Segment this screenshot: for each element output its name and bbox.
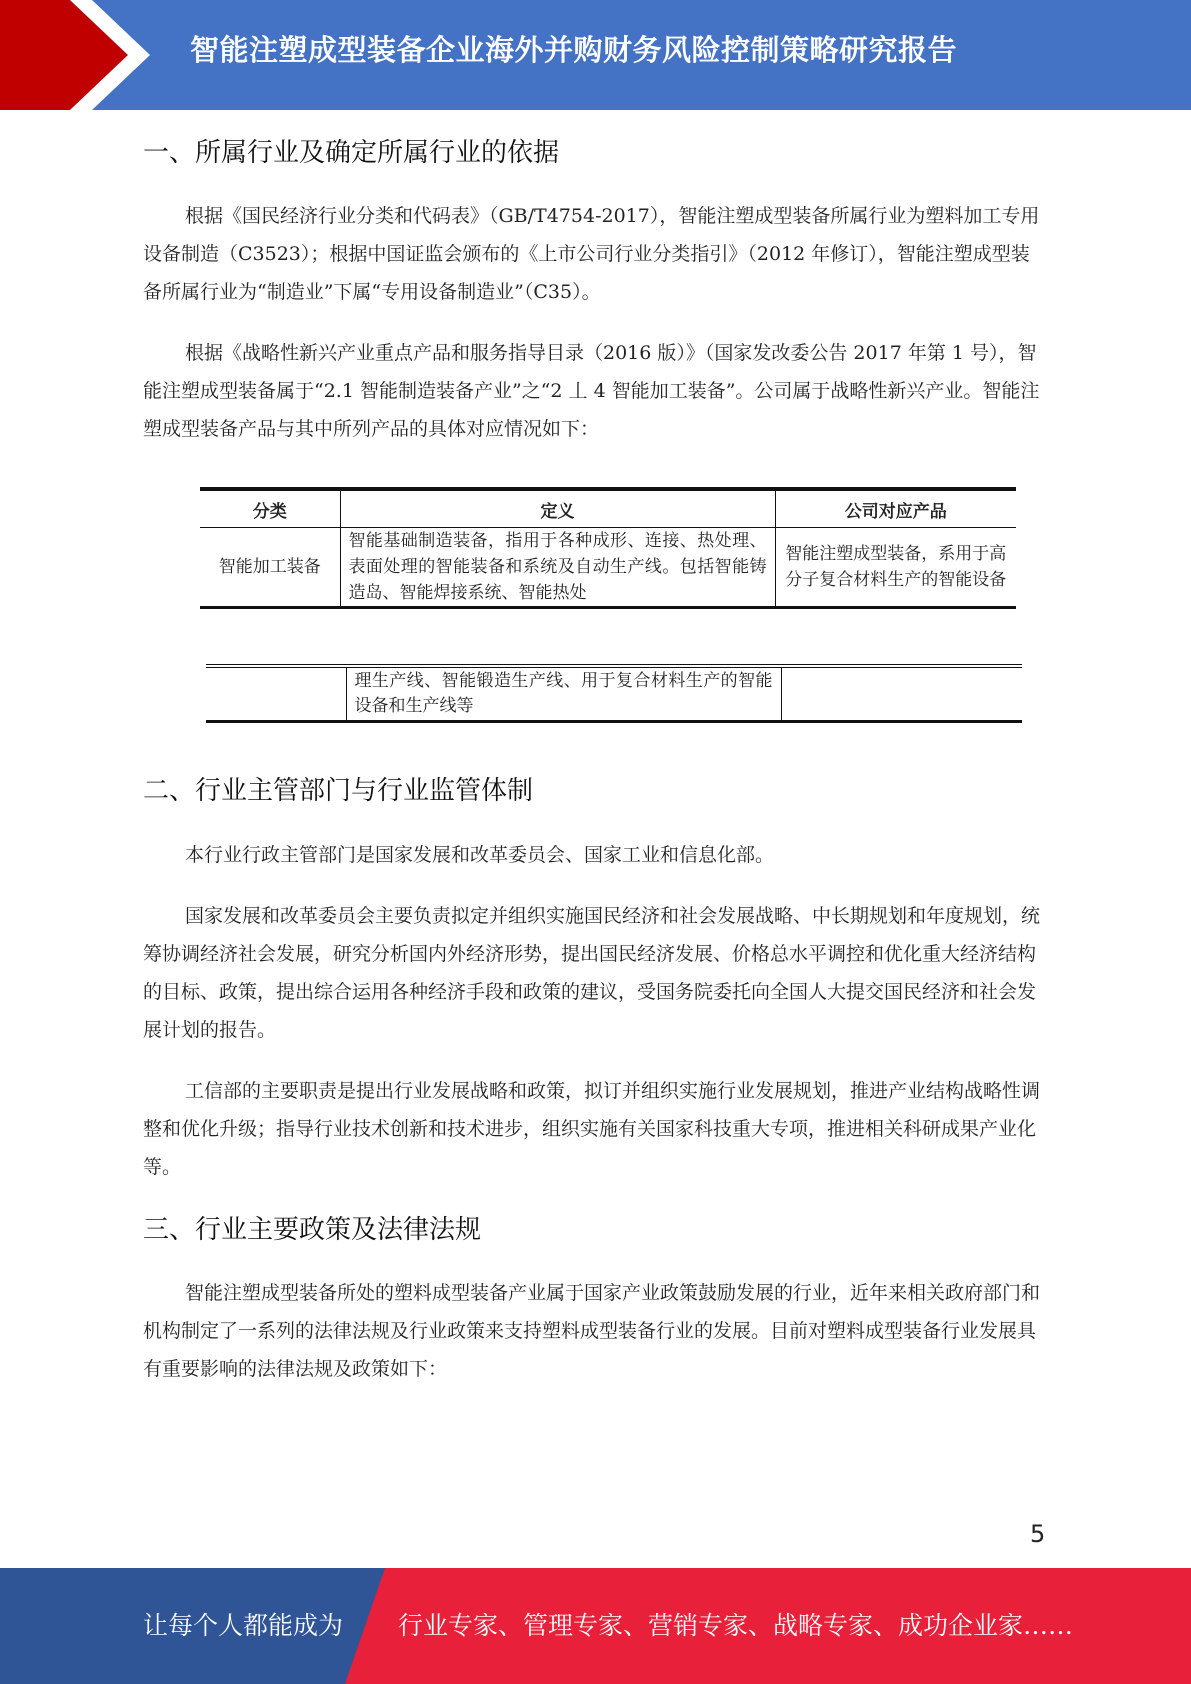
footer-slogan-right: 行业专家、管理专家、营销专家、战略专家、成功企业家…… (398, 1611, 1074, 1640)
footer-slogan-left: 让每个人都能成为 (143, 1611, 344, 1640)
table-row (206, 666, 1022, 722)
paragraph: 智能注塑成型装备所处的塑料成型装备产业属于国家产业政策鼓励发展的行业，近年来相关政府部门和机构制定了一系列的法律法规及行业政策来支持塑料成型装备行业的发展。目前对塑料成型装备行业发展具有重要影响的法律法规及政策如下： (143, 1282, 1041, 1380)
report-title: 智能注塑成型装备企业海外并购财务风险控制策略研究报告 (190, 33, 958, 67)
section-heading-regulation: 二、行业主管部门与行业监管体制 (143, 776, 534, 806)
table-cell-definition: 理生产线、智能锻造生产线、用于复合材料生产的智能设备和生产线等 (346, 666, 781, 722)
table-cell-product: 智能注塑成型装备，系用于高分子复合材料生产的智能设备 (775, 528, 1016, 608)
section-heading-industry: 一、所属行业及确定所属行业的依据 (143, 138, 560, 168)
paragraph: 根据《国民经济行业分类和代码表》（GB/T4754-2017），智能注塑成型装备所属行业为塑料加工专用设备制造（C3523）；根据中国证监会颁布的《上市公司行业分类指引》（2012 年修订），智能注塑成型装备所属行业为“制造业”下属“专用设备制造业”（C35）。 (143, 205, 1040, 303)
header-banner (0, 0, 1191, 110)
table-header-product: 公司对应产品 (775, 489, 1016, 528)
footer-banner (0, 1568, 1191, 1684)
paragraph: 国家发展和改革委员会主要负责拟定并组织实施国民经济和社会发展战略、中长期规划和年度规划，统筹协调经济社会发展，研究分析国内外经济形势，提出国民经济发展、价格总水平调控和优化重大经济结构的目标、政策，提出综合运用各种经济手段和政策的建议，受国务院委托向全国人大提交国民经济和社会发展计划的报告。 (143, 905, 1041, 1041)
paragraph: 根据《战略性新兴产业重点产品和服务指导目录（2016 版）》（国家发改委公告 2017 年第 1 号），智能注塑成型装备属于“2.1 智能制造装备产业”之“2 丄 4 智能加工装备”。公司属于战略性新兴产业。智能注塑成型装备产品与其中所列产品的具体对应情况如下： (143, 342, 1040, 440)
table-header-definition: 定义 (340, 489, 775, 528)
page-number: 5 (1030, 1520, 1046, 1548)
section-heading-policy: 三、行业主要政策及法律法规 (143, 1215, 482, 1245)
table-cell-definition: 智能基础制造装备，指用于各种成形、连接、热处理、表面处理的智能装备和系统及自动生产线。包括智能铸造岛、智能焊接系统、智能热处 (340, 528, 775, 608)
product-correspondence-table-continued (206, 664, 1022, 723)
table-header-category: 分类 (200, 489, 340, 528)
table-header-row (200, 489, 1016, 528)
table-cell-category: 智能加工装备 (200, 528, 340, 608)
paragraph: 工信部的主要职责是提出行业发展战略和政策，拟订并组织实施行业发展规划，推进产业结构战略性调整和优化升级；指导行业技术创新和技术进步，组织实施有关国家科技重大专项，推进相关科研成果产业化等。 (143, 1080, 1041, 1178)
product-correspondence-table (200, 487, 1016, 609)
table-cell-category (206, 666, 346, 722)
table-cell-product (781, 666, 1022, 722)
paragraph: 本行业行政主管部门是国家发展和改革委员会、国家工业和信息化部。 (185, 844, 775, 866)
table-row (200, 528, 1016, 608)
